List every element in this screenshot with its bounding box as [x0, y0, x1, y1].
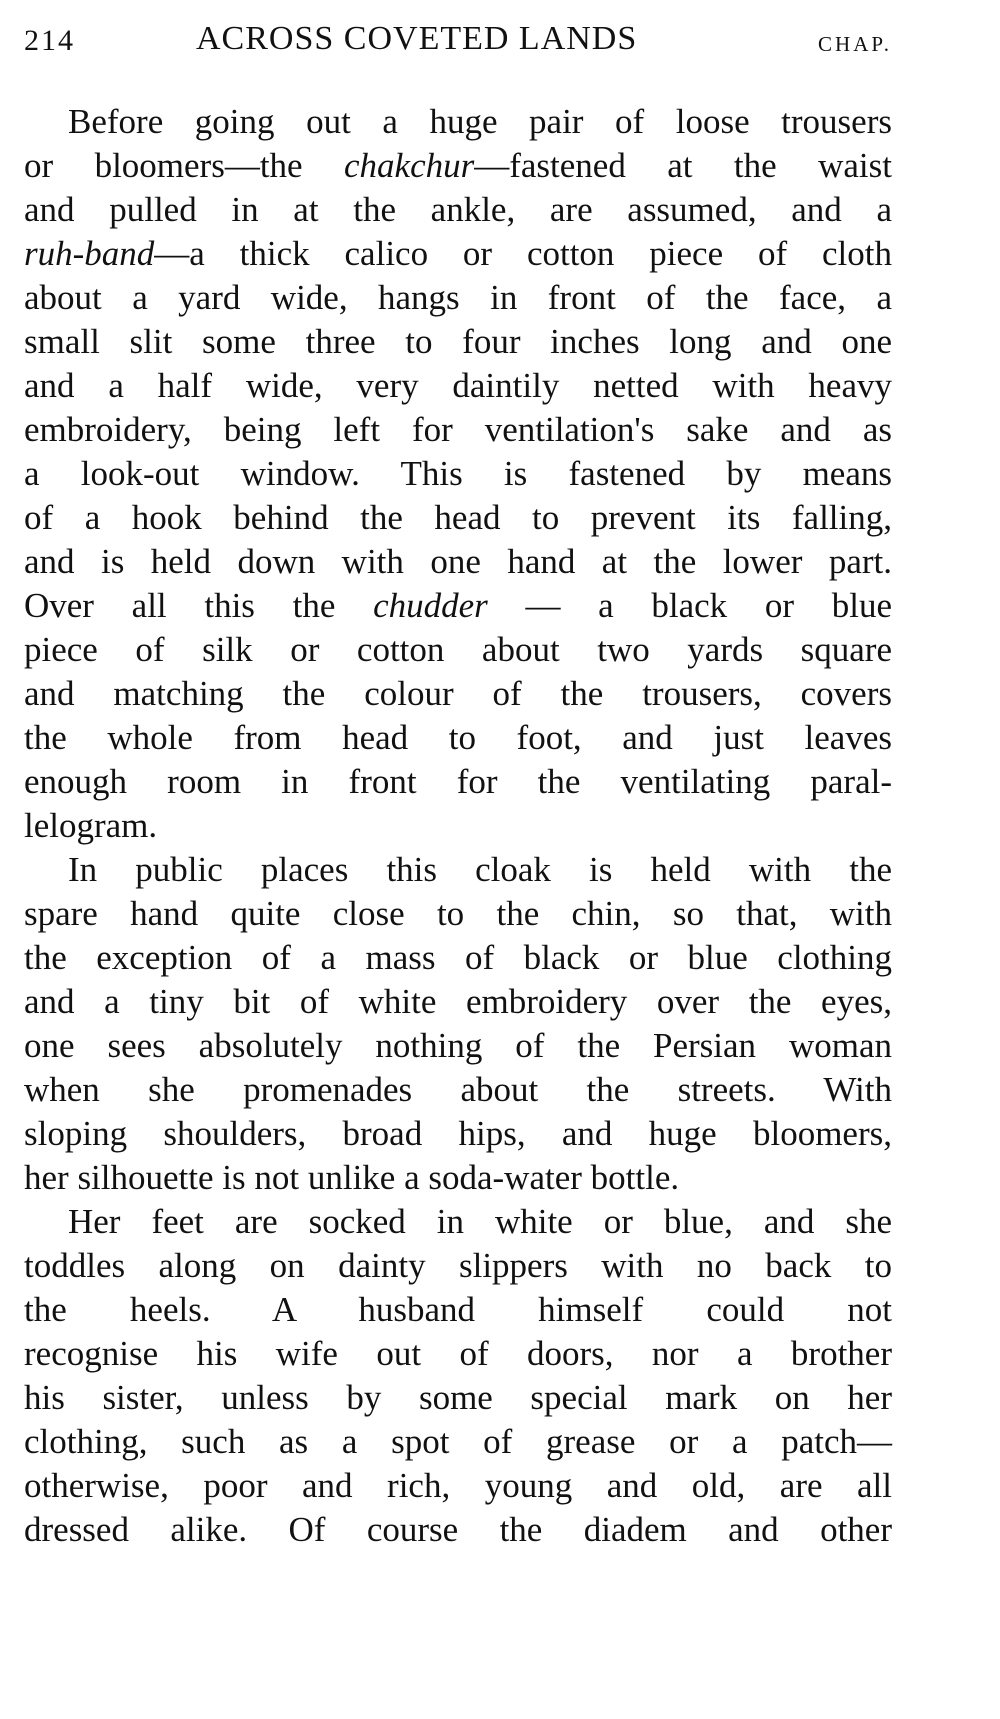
- text-line: [24, 804, 892, 848]
- text-line: [24, 936, 892, 980]
- text-segment: the heels. A husband himself could not: [24, 1290, 892, 1329]
- text-segment: of a hook behind the head to prevent its falling,: [24, 498, 892, 537]
- text-segment: and matching the colour of the trousers, covers: [24, 674, 892, 713]
- text-line: [24, 1112, 892, 1156]
- running-title: ACROSS COVETED LANDS: [196, 20, 638, 57]
- text-line: [24, 1332, 892, 1376]
- text-line: [24, 848, 892, 892]
- text-line: [24, 1068, 892, 1112]
- text-segment: her silhouette is not unlike a soda-water bottle.: [24, 1158, 680, 1197]
- text-segment: his sister, unless by some special mark on her: [24, 1378, 892, 1417]
- text-segment: spare hand quite close to the chin, so that, with: [24, 894, 892, 933]
- text-line: [24, 892, 892, 936]
- text-segment: Before going out a huge pair of loose trousers: [68, 102, 892, 141]
- text-line: [24, 1156, 892, 1200]
- text-line: [24, 1464, 892, 1508]
- body-text: [24, 100, 892, 1552]
- paragraph: [24, 1200, 892, 1552]
- text-segment: and pulled in at the ankle, are assumed, and a: [24, 190, 892, 229]
- text-segment: — a black or blue: [487, 586, 892, 625]
- text-line: [24, 188, 892, 232]
- text-segment: small slit some three to four inches long and one: [24, 322, 892, 361]
- text-line: [24, 1200, 892, 1244]
- text-segment: the exception of a mass of black or blue clothing: [24, 938, 892, 977]
- text-segment: embroidery, being left for ventilation's sake and as: [24, 410, 892, 449]
- chapter-mark: CHAP.: [818, 32, 892, 56]
- text-line: [24, 584, 892, 628]
- text-segment: and a tiny bit of white embroidery over the eyes,: [24, 982, 892, 1021]
- text-segment: or bloomers—the: [24, 146, 344, 185]
- text-line: [24, 496, 892, 540]
- text-segment: recognise his wife out of doors, nor a brother: [24, 1334, 892, 1373]
- text-segment: toddles along on dainty slippers with no back to: [24, 1246, 892, 1285]
- running-header: [24, 18, 892, 62]
- text-segment: enough room in front for the ventilating paral-: [24, 762, 892, 801]
- text-segment: clothing, such as a spot of grease or a patch—: [24, 1422, 892, 1461]
- text-segment: otherwise, poor and rich, young and old, are all: [24, 1466, 892, 1505]
- text-line: [24, 760, 892, 804]
- text-line: [24, 320, 892, 364]
- page-number: 214: [24, 24, 75, 57]
- text-line: [24, 1376, 892, 1420]
- text-line: [24, 1420, 892, 1464]
- text-segment: a look-out window. This is fastened by means: [24, 454, 892, 493]
- paragraph: [24, 848, 892, 1200]
- italic-term: ruh-band: [24, 234, 155, 273]
- text-line: [24, 1288, 892, 1332]
- text-segment: one sees absolutely nothing of the Persian woman: [24, 1026, 892, 1065]
- book-page: [24, 0, 892, 1719]
- text-line: [24, 452, 892, 496]
- text-segment: piece of silk or cotton about two yards square: [24, 630, 892, 669]
- text-line: [24, 628, 892, 672]
- text-segment: when she promenades about the streets. With: [24, 1070, 892, 1109]
- text-line: [24, 716, 892, 760]
- text-line: [24, 364, 892, 408]
- text-line: [24, 144, 892, 188]
- text-line: [24, 276, 892, 320]
- text-line: [24, 980, 892, 1024]
- text-segment: about a yard wide, hangs in front of the face, a: [24, 278, 892, 317]
- text-line: [24, 1244, 892, 1288]
- text-line: [24, 408, 892, 452]
- text-segment: —a thick calico or cotton piece of cloth: [154, 234, 892, 273]
- text-segment: lelogram.: [24, 806, 158, 845]
- paragraph: [24, 100, 892, 848]
- text-line: [24, 1024, 892, 1068]
- text-segment: Her feet are socked in white or blue, and she: [68, 1202, 892, 1241]
- text-segment: dressed alike. Of course the diadem and other: [24, 1510, 892, 1549]
- text-line: [24, 1508, 892, 1552]
- text-segment: Over all this the: [24, 586, 374, 625]
- text-segment: sloping shoulders, broad hips, and huge bloomers,: [24, 1114, 892, 1153]
- text-line: [24, 540, 892, 584]
- text-line: [24, 672, 892, 716]
- text-segment: In public places this cloak is held with the: [68, 850, 892, 889]
- text-line: [24, 100, 892, 144]
- text-segment: and is held down with one hand at the lower part.: [24, 542, 892, 581]
- italic-term: chudder: [373, 586, 488, 625]
- italic-term: chakchur: [344, 146, 475, 185]
- text-segment: —fastened at the waist: [474, 146, 892, 185]
- text-line: [24, 232, 892, 276]
- text-segment: and a half wide, very daintily netted with heavy: [24, 366, 892, 405]
- text-segment: the whole from head to foot, and just leaves: [24, 718, 892, 757]
